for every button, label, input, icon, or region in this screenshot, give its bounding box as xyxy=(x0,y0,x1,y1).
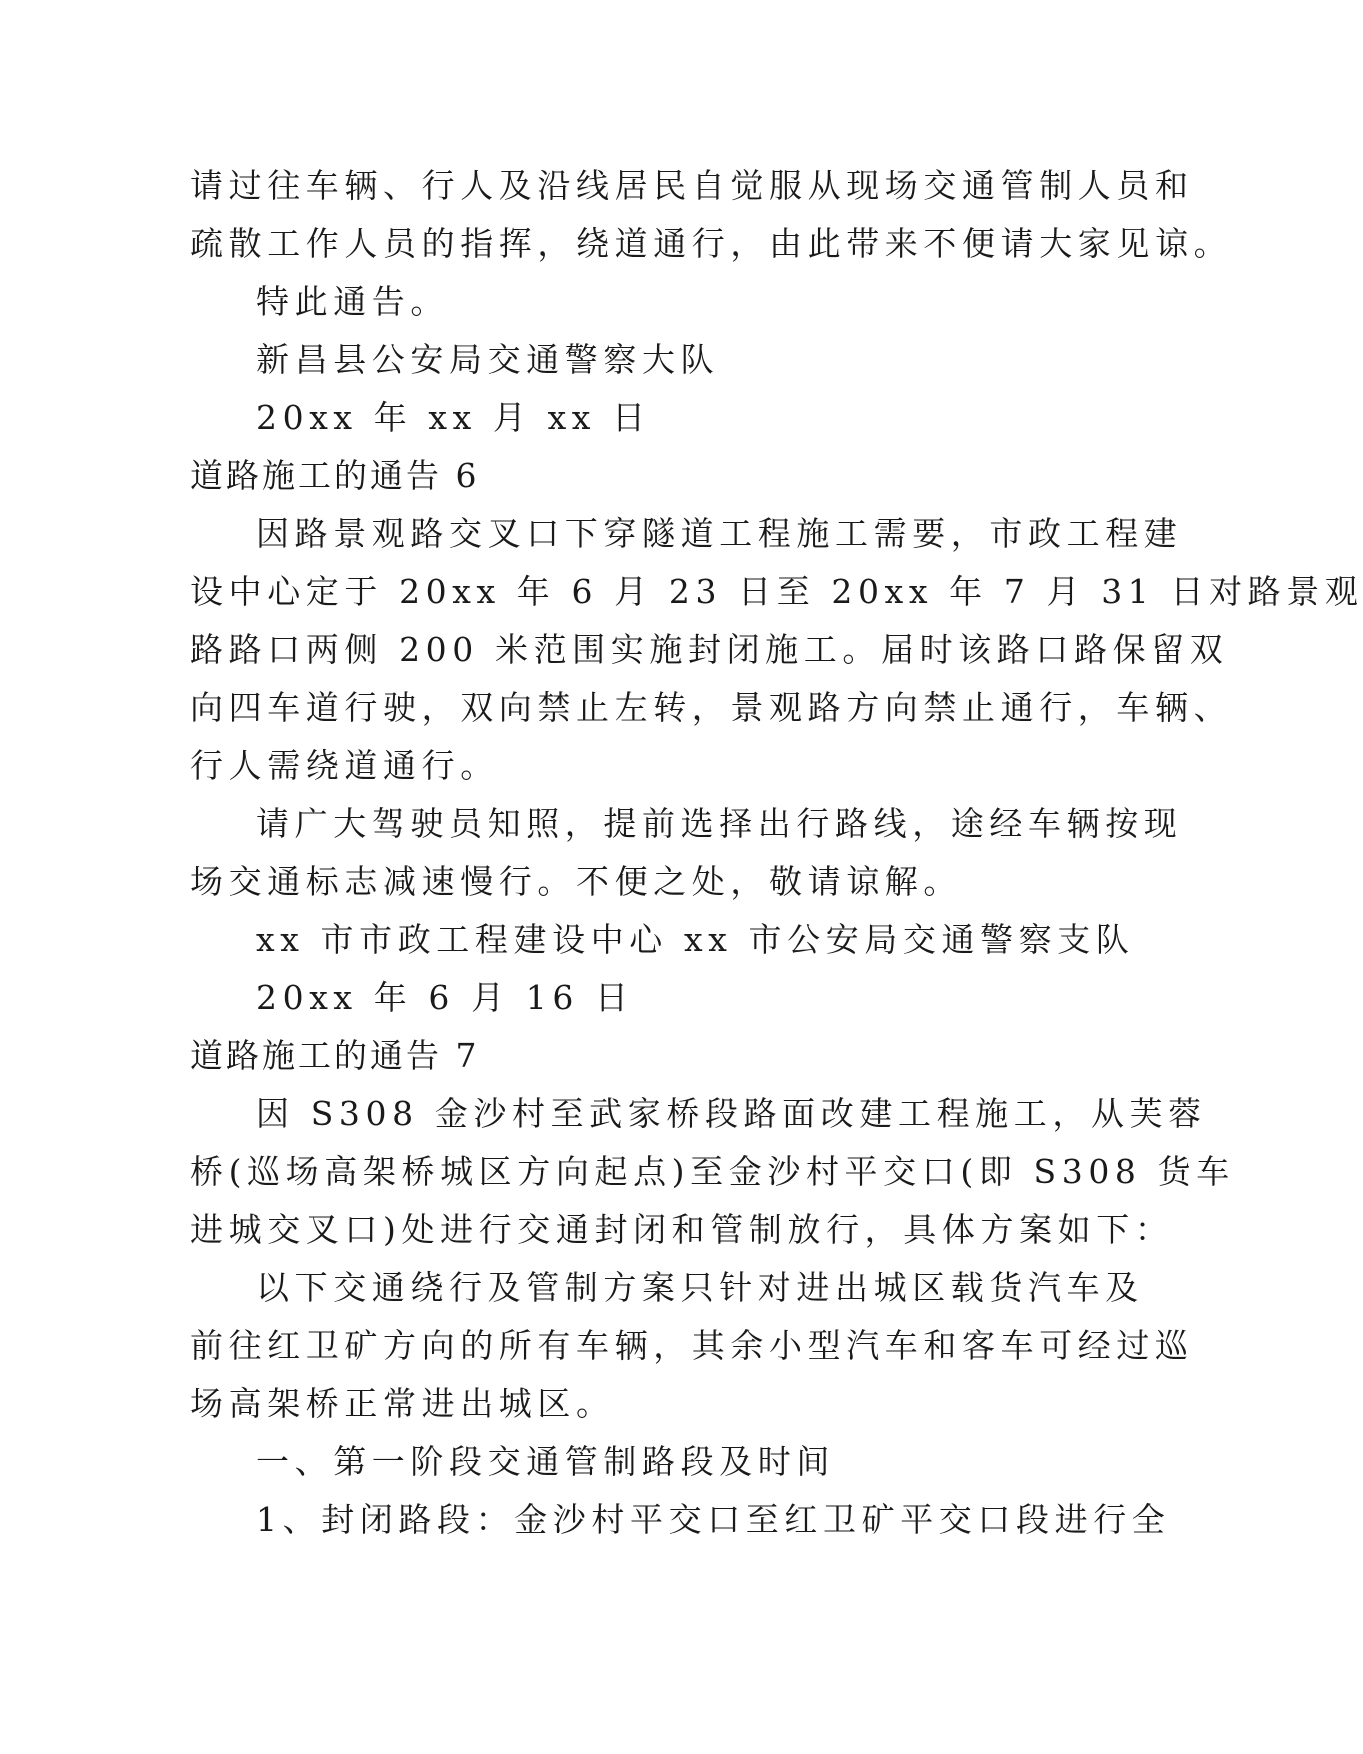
closing-line: 特此通告。 xyxy=(256,282,449,321)
body-line: 行人需绕道通行。 xyxy=(190,746,499,785)
issue-date: 20xx 年 6 月 16 日 xyxy=(256,978,634,1017)
body-line: 前往红卫矿方向的所有车辆，其余小型汽车和客车可经过巡 xyxy=(190,1326,1194,1365)
body-line: 1、封闭路段：金沙村平交口至红卫矿平交口段进行全 xyxy=(256,1500,1171,1539)
body-line: 请过往车辆、行人及沿线居民自觉服从现场交通管制人员和 xyxy=(190,166,1194,205)
issuer-name: xx 市市政工程建设中心 xx 市公安局交通警察支队 xyxy=(256,920,1135,959)
body-line: 因 S308 金沙村至武家桥段路面改建工程施工，从芙蓉 xyxy=(256,1094,1207,1133)
body-line: 设中心定于 20xx 年 6 月 23 日至 20xx 年 7 月 31 日对路景观 xyxy=(190,572,1363,611)
issue-date: 20xx 年 xx 月 xx 日 xyxy=(256,398,651,437)
issuer-name: 新昌县公安局交通警察大队 xyxy=(256,340,720,379)
subsection-heading: 一、第一阶段交通管制路段及时间 xyxy=(256,1442,835,1481)
body-line: 请广大驾驶员知照，提前选择出行路线，途经车辆按现 xyxy=(256,804,1183,843)
body-line: 场高架桥正常进出城区。 xyxy=(190,1384,615,1423)
section-heading: 道路施工的通告 6 xyxy=(190,456,480,495)
body-line: 因路景观路交叉口下穿隧道工程施工需要，市政工程建 xyxy=(256,514,1183,553)
section-heading: 道路施工的通告 7 xyxy=(190,1036,480,1075)
body-line: 路路口两侧 200 米范围实施封闭施工。届时该路口路保留双 xyxy=(190,630,1229,669)
body-line: 以下交通绕行及管制方案只针对进出城区载货汽车及 xyxy=(256,1268,1144,1307)
body-line: 场交通标志减速慢行。不便之处，敬请谅解。 xyxy=(190,862,962,901)
body-line: 疏散工作人员的指挥，绕道通行，由此带来不便请大家见谅。 xyxy=(190,224,1233,263)
body-line: 向四车道行驶，双向禁止左转，景观路方向禁止通行，车辆、 xyxy=(190,688,1233,727)
body-line: 桥(巡场高架桥城区方向起点)至金沙村平交口(即 S308 货车 xyxy=(190,1152,1235,1191)
body-line: 进城交叉口)处进行交通封闭和管制放行，具体方案如下： xyxy=(190,1210,1174,1249)
